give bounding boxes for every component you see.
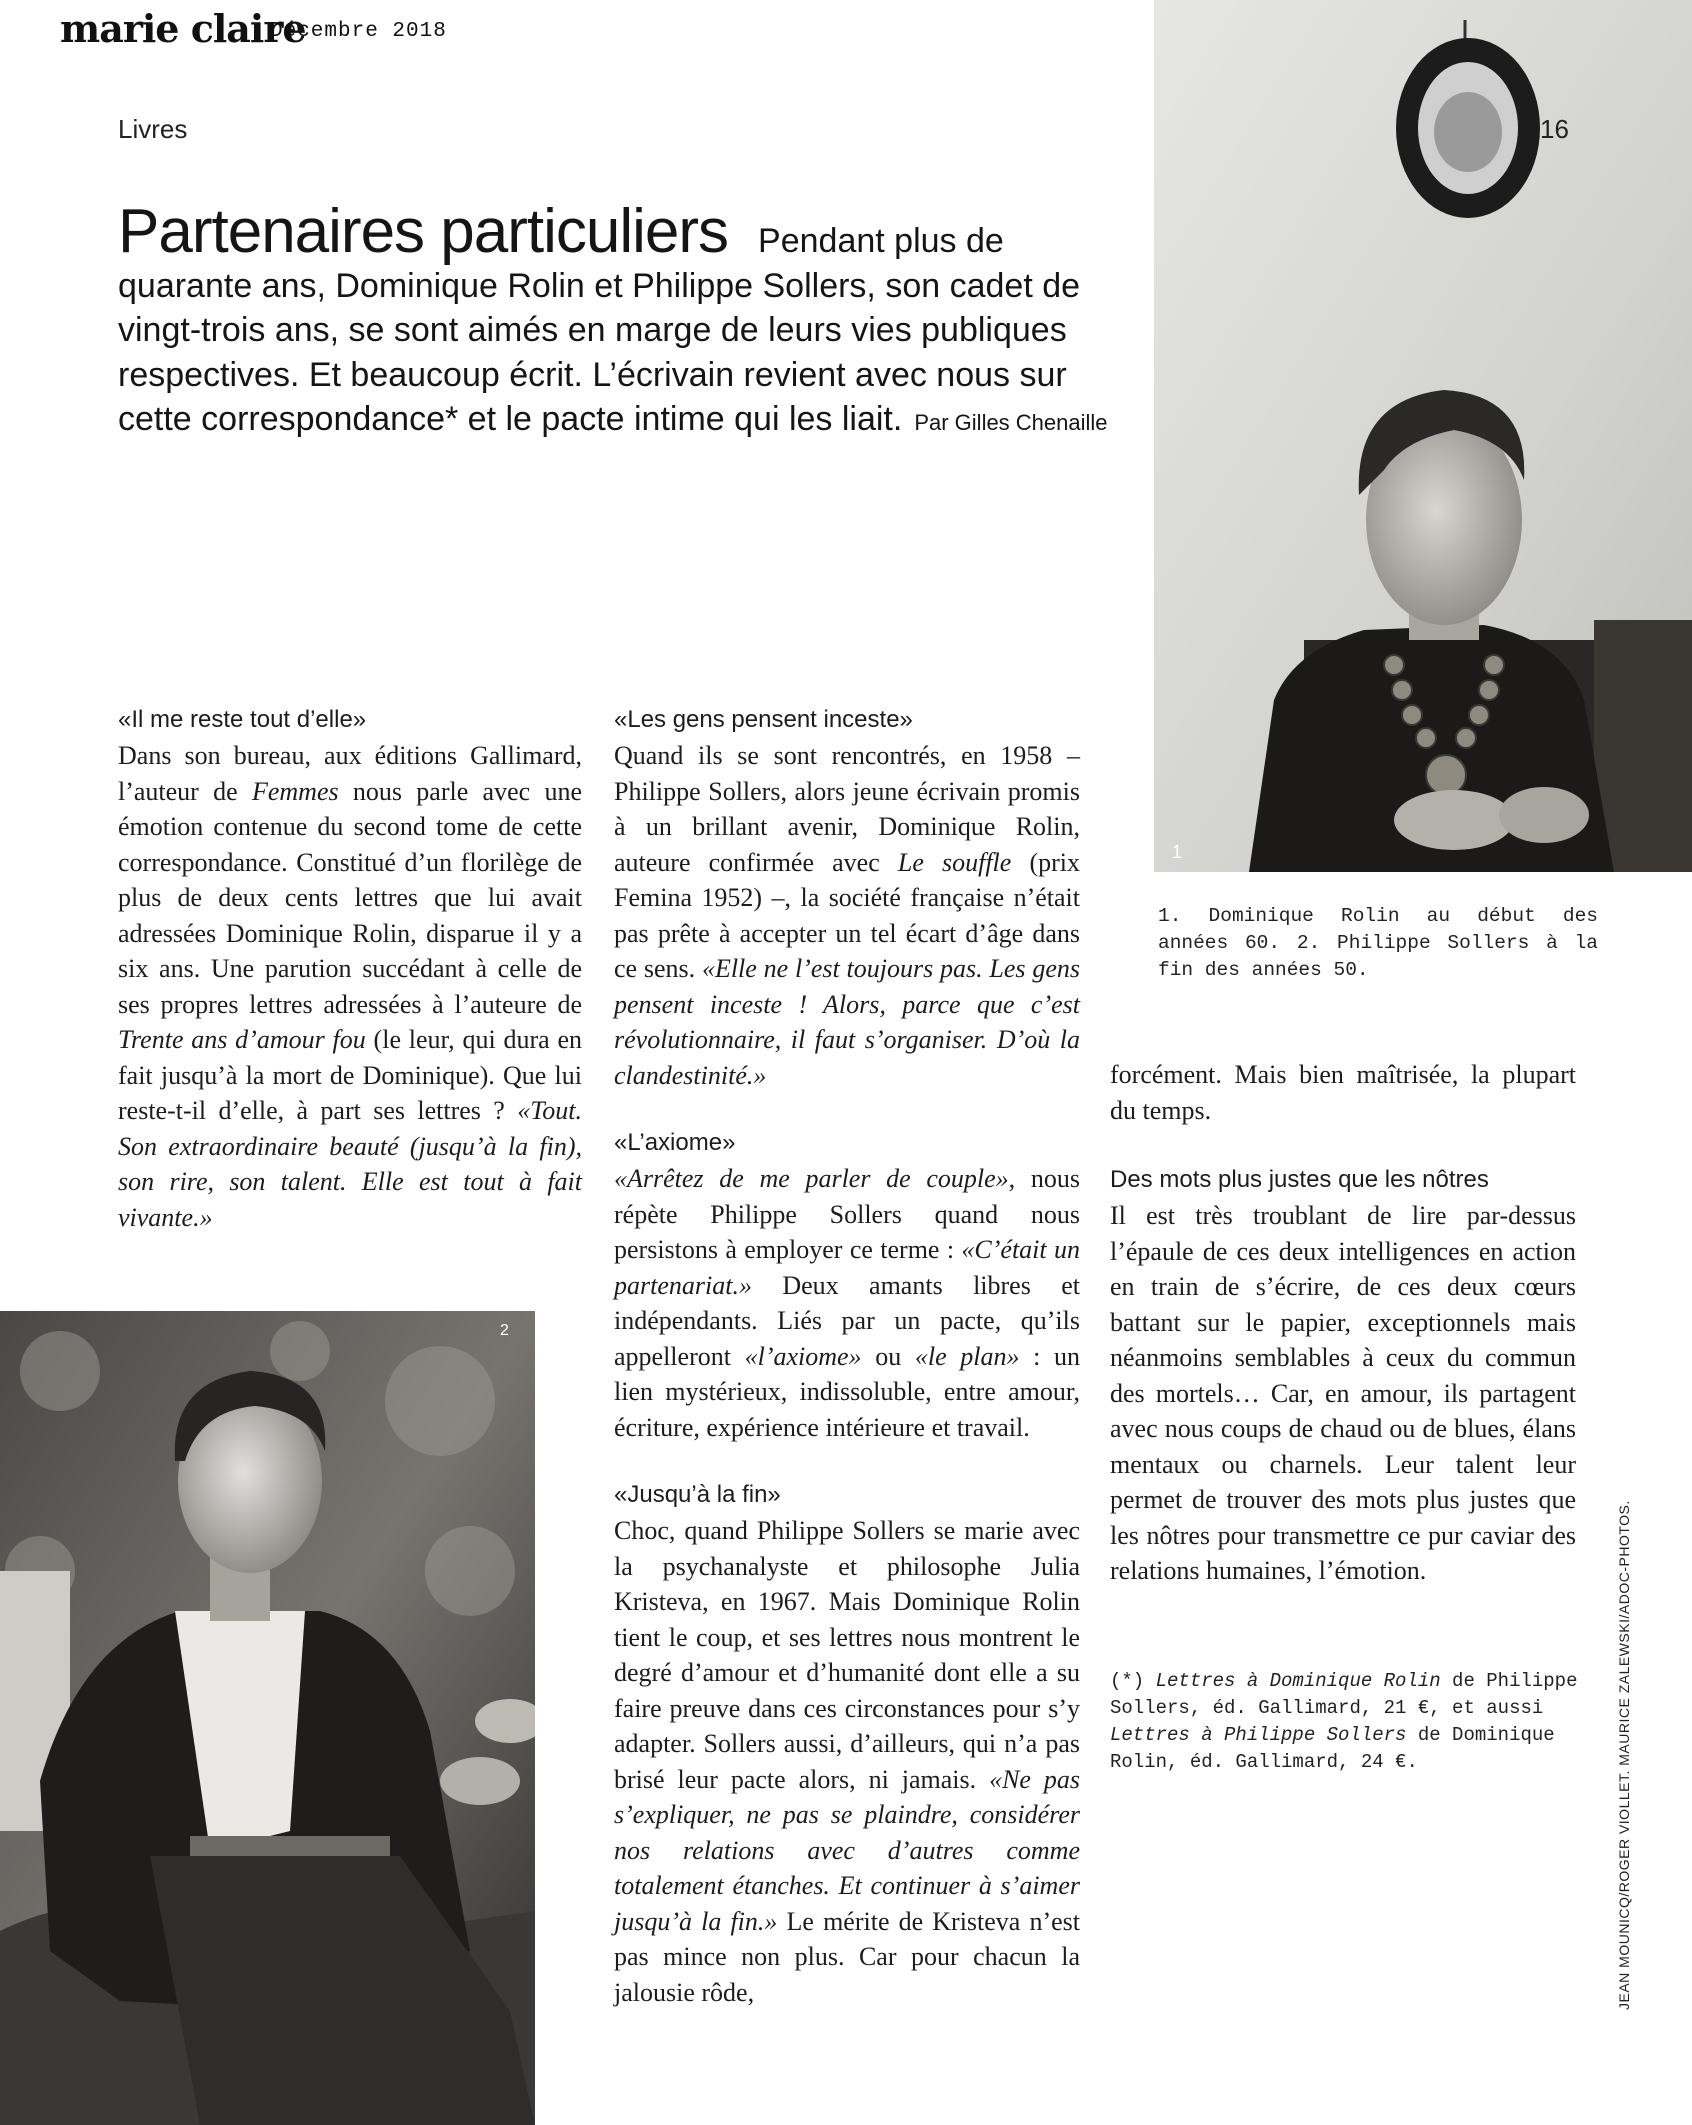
- photo-caption: 1. Dominique Rolin au début des années 60. 2. Philippe Sollers à la fin des années 50.: [1158, 905, 1598, 981]
- text-run: : un lien mystérieux, indissoluble, entre amour, écriture, expérience intérieure et travail.: [614, 1341, 1080, 1442]
- book-title: Le souffle: [897, 847, 1012, 877]
- paragraph: forcément. Mais bien maîtrisée, la plupart du temps.: [1110, 1060, 1576, 1125]
- quote: «Elle ne l’est toujours pas. Les gens pensent inceste ! Alors, parce que c’est révolutionnaire, il faut s’organiser. D’où la clandestinité.»: [614, 954, 1080, 1090]
- text-run: Quand ils se sont rencontrés, en 1958 – Philippe Sollers, alors jeune écrivain promis à un brillant avenir, Dominique Rolin, auteure confirmée avec: [614, 741, 1080, 877]
- issue-date: Décembre 2018: [270, 20, 447, 43]
- column-3: [1110, 1057, 1576, 1589]
- subheading: «Les gens pensent inceste»: [614, 706, 913, 733]
- book-title: Trente ans d’amour fou: [118, 1025, 366, 1054]
- quote: «l’axiome»: [744, 1341, 862, 1371]
- photo-dominique-rolin: [1154, 0, 1692, 872]
- text-run: nous répète Philippe Sollers quand nous persistons à employer ce terme :: [614, 1164, 1080, 1264]
- brand-logo: marie claire: [60, 6, 306, 51]
- quote: «le plan»: [914, 1341, 1020, 1371]
- article-title: Partenaires particuliers: [118, 197, 729, 266]
- text-run: de Dominique Rolin, éd. Gallimard, 24 €.: [1110, 1724, 1555, 1773]
- quote: «Arrêtez de me parler de couple»,: [614, 1164, 1016, 1193]
- text-run: de Philippe Sollers, éd. Gallimard, 21 €, et aussi: [1110, 1670, 1578, 1719]
- paragraph: [118, 738, 582, 1235]
- quote: «Tout. Son extraordinaire beauté (jusqu’à la fin), son rire, son talent. Elle est tout à fait vivante.»: [118, 1096, 582, 1232]
- article-headline: [118, 197, 1123, 446]
- text-run: (prix Femina 1952) –, la société française n’était pas prête à accepter un tel écart d’âge dans ce sens.: [614, 847, 1080, 983]
- byline: Par Gilles Chenaille: [914, 410, 1108, 435]
- text-run: (*): [1110, 1670, 1156, 1692]
- subheading: «Il me reste tout d’elle»: [118, 706, 367, 733]
- photo-number-1: 1: [1172, 842, 1183, 862]
- photo-number-2: 2: [500, 1322, 509, 1339]
- quote: «Ne pas s’expliquer, ne pas se plaindre, considérer nos relations avec d’autres comme totalement étanches. Et continuer à s’aimer jusqu’à la fin.»: [614, 1764, 1080, 1936]
- text-run: Deux amants libres et indépendants. Liés par un pacte, qu’ils appelleront: [614, 1270, 1080, 1371]
- column-2: [614, 702, 1080, 2010]
- paragraph: [614, 738, 1080, 1093]
- quote: «C’était un partenariat.»: [614, 1235, 1080, 1300]
- text-run: Choc, quand Philippe Sollers se marie avec la psychanalyste et philosophe Julia Kristeva, en 1967. Mais Dominique Rolin tient le coup, et ses lettres nous montrent le degré d’amour et d’humanité dont elle a su faire preuve dans ces circonstances pour s’y adapter. Sollers aussi, d’ailleurs, qui n’a pas brisé leur pacte alors, ni jamais.: [614, 1516, 1080, 1794]
- text-run: Le mérite de Kristeva n’est pas mince non plus. Car pour chacun la jalousie rôde,: [614, 1906, 1081, 2007]
- paragraph: [614, 1513, 1080, 2010]
- paragraph: Il est très troublant de lire par-dessus l’épaule de ces deux intelligences en action en train de s’écrire, de ces deux cœurs battant sur le papier, exceptionnels mais néanmoins semblables à ceux du commun des mortels… Car, en amour, ils partagent avec nous coups de chaud ou de blues, élans mentaux ou charnels. Leur talent leur permet de trouver des mots plus justes que les nôtres pour transmettre ce pur caviar des relations humaines, l’émotion.: [1110, 1201, 1576, 1585]
- book-title: Lettres à Philippe Sollers: [1110, 1724, 1407, 1746]
- text-run: ou: [861, 1341, 915, 1371]
- section-label: Livres: [118, 114, 188, 144]
- photo-credit: JEAN MOUNICQ/ROGER VIOLLET. MAURICE ZALEWSKI/ADOC-PHOTOS.: [1616, 1500, 1632, 2010]
- column-1: [118, 702, 582, 1235]
- text-run: Dans son bureau, aux éditions Gallimard, l’auteur de: [118, 741, 582, 806]
- text-run: nous parle avec une émotion contenue du second tome de cette correspondance. Constitué d’un florilège de plus de deux cents lettres que lui avait adressées Dominique Rolin, disparue il y a six ans. Une parution succédant à celle de ses propres lettres adressées à l’auteure de: [118, 776, 582, 1019]
- book-title: Femmes: [251, 776, 339, 806]
- photo-philippe-sollers: [0, 1311, 535, 2125]
- subheading: «Jusqu’à la fin»: [614, 1481, 781, 1508]
- article-deck: Pendant plus de quarante ans, Dominique Rolin et Philippe Sollers, son cadet de vingt-trois ans, se sont aimés en marge de leurs vies publiques respectives. Et beaucoup écrit. L’écrivain revient avec nous sur cette correspondance* et le pacte intime qui les liait.: [118, 222, 1081, 438]
- subheading: «L’axiome»: [614, 1129, 736, 1156]
- page-number: 16: [1540, 114, 1569, 144]
- paragraph: [614, 1161, 1080, 1445]
- footnote: [1110, 1668, 1580, 1776]
- book-title: Lettres à Dominique Rolin: [1155, 1670, 1441, 1692]
- text-run: (le leur, qui dura en fait jusqu’à la mort de Dominique). Que lui reste-t-il d’elle, à part ses lettres ?: [118, 1025, 582, 1125]
- subheading: Des mots plus justes que les nôtres: [1110, 1166, 1489, 1193]
